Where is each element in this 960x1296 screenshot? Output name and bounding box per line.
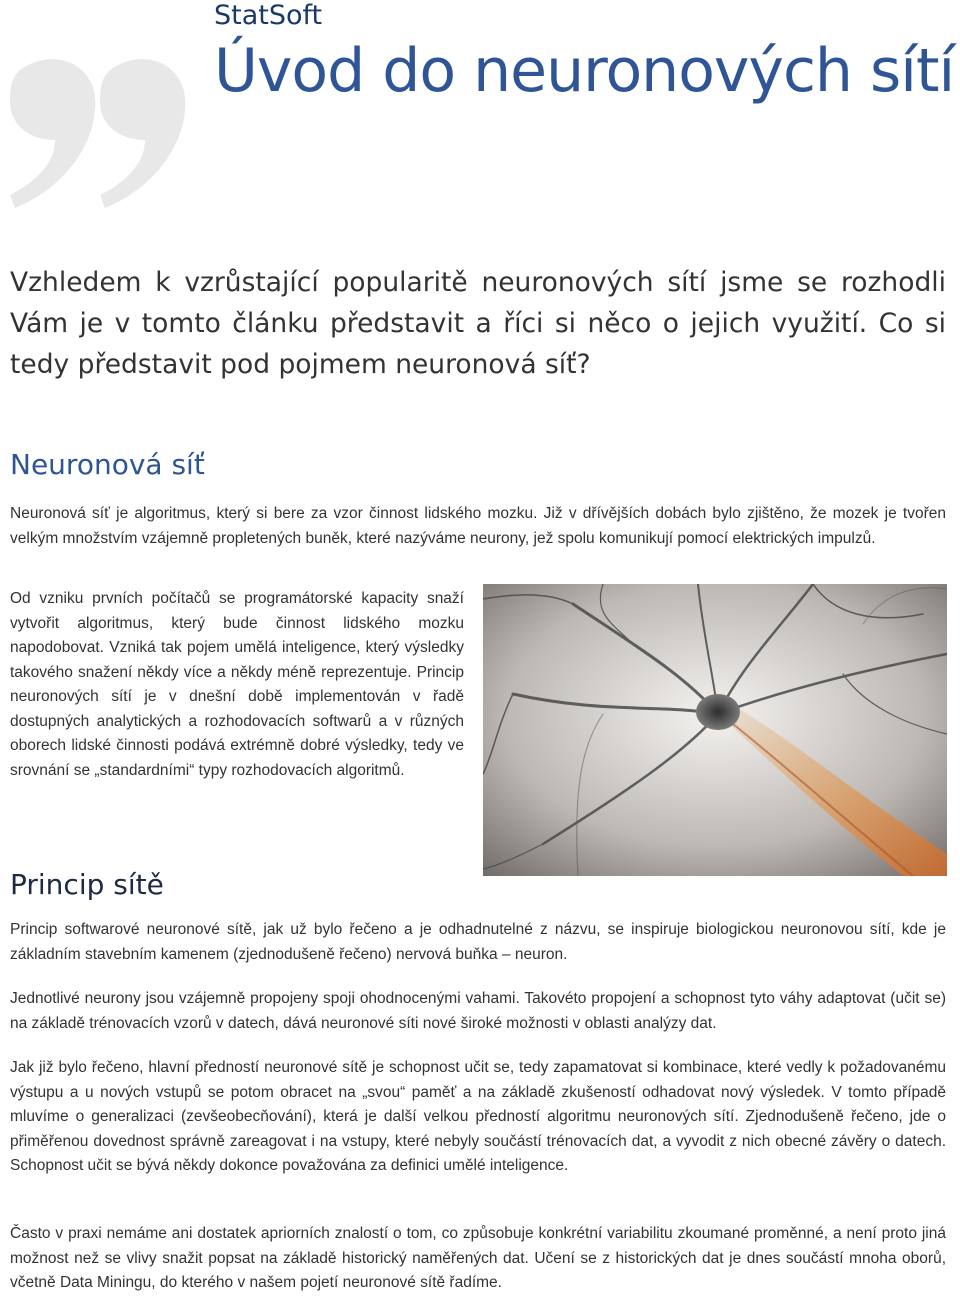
paragraph: Neuronová síť je algoritmus, který si bere za vzor činnost lidského mozku. Již v dřívějších dobách bylo zjištěno, že mozek je tvořen velkým množstvím vzájemně propletených buněk, které nazýváme neurony, jež spolu komunikují pomocí elektrických impulzů.	[10, 505, 946, 547]
intro-paragraph: Vzhledem k vzrůstající popularitě neuronových sítí jsme se rozhodli Vám je v tomto článku představit a říci si něco o jejich využití. Co si tedy představit pod pojmem neuronová síť?	[10, 267, 946, 380]
document-title: Úvod do neuronových sítí	[214, 36, 955, 106]
section-heading-neural-network: Neuronová síť	[10, 448, 205, 481]
paragraph: Často v praxi nemáme ani dostatek apriorních znalostí o tom, co způsobuje konkrétní variabilitu zkoumané proměnné, a není proto jiná možnost než se vlivy snažit popsat na základě historický naměřených dat. Učení se z historických dat je dnes součástí mnoha oborů, včetně Data Miningu, do kterého v našem pojetí neuronové sítě řadíme.	[10, 1225, 946, 1291]
paragraph: Jednotlivé neurony jsou vzájemně propojeny spoji ohodnocenými vahami. Takovéto propojení a schopnost tyto váhy adaptovat (učit se) na základě trénovacích vzorů v datech, dává neuronové síti nové široké možnosti v oblasti analýzy dat.	[10, 990, 946, 1032]
quote-mark-icon	[0, 40, 200, 210]
brand-name: StatSoft	[214, 0, 323, 31]
paragraph: Od vzniku prvních počítačů se programátorské kapacity snaží vytvořit algoritmus, který bude činnost lidského mozku napodobovat. Vzniká tak pojem umělá inteligence, který výsledky takového snažení někdy více a někdy méně reprezentuje. Princip neuronových sítí je v dnešní době implementován v řadě dostupných analytických a rozhodovacích softwarů a v různých oborech lidské činnosti podává extrémně dobré výsledky, tedy ve srovnání se „standardními“ typy rozhodovacích algoritmů.	[10, 590, 464, 779]
paragraph: Princip softwarové neuronové sítě, jak už bylo řečeno a je odhadnutelné z názvu, se inspiruje biologickou neuronovou sítí, kde je základním stavebním kamenem (zjednodušeně řečeno) nervová buňka – neuron.	[10, 921, 946, 963]
paragraph: Jak již bylo řečeno, hlavní předností neuronové sítě je schopnost učit se, tedy zapamatovat si kombinace, které vedly k požadovanému výstupu a u nových vstupů se potom obracet na „svou“ paměť a na základě zkušeností odhadovat nový výsledek. V tomto případě mluvíme o generalizaci (zevšeobecňování), která je další velkou předností algoritmu neuronových sítí. Zjednodušeně řečeno, jde o přiměřenou dovednost správně zareagovat i na vstupy, které nebyly součástí trénovacích dat, a vyvodit z nich obecné závěry o datech. Schopnost učit se bývá někdy dokonce považována za definici umělé inteligence.	[10, 1059, 946, 1174]
section-heading-network-principle: Princip sítě	[10, 868, 164, 901]
neuron-illustration	[483, 584, 947, 876]
